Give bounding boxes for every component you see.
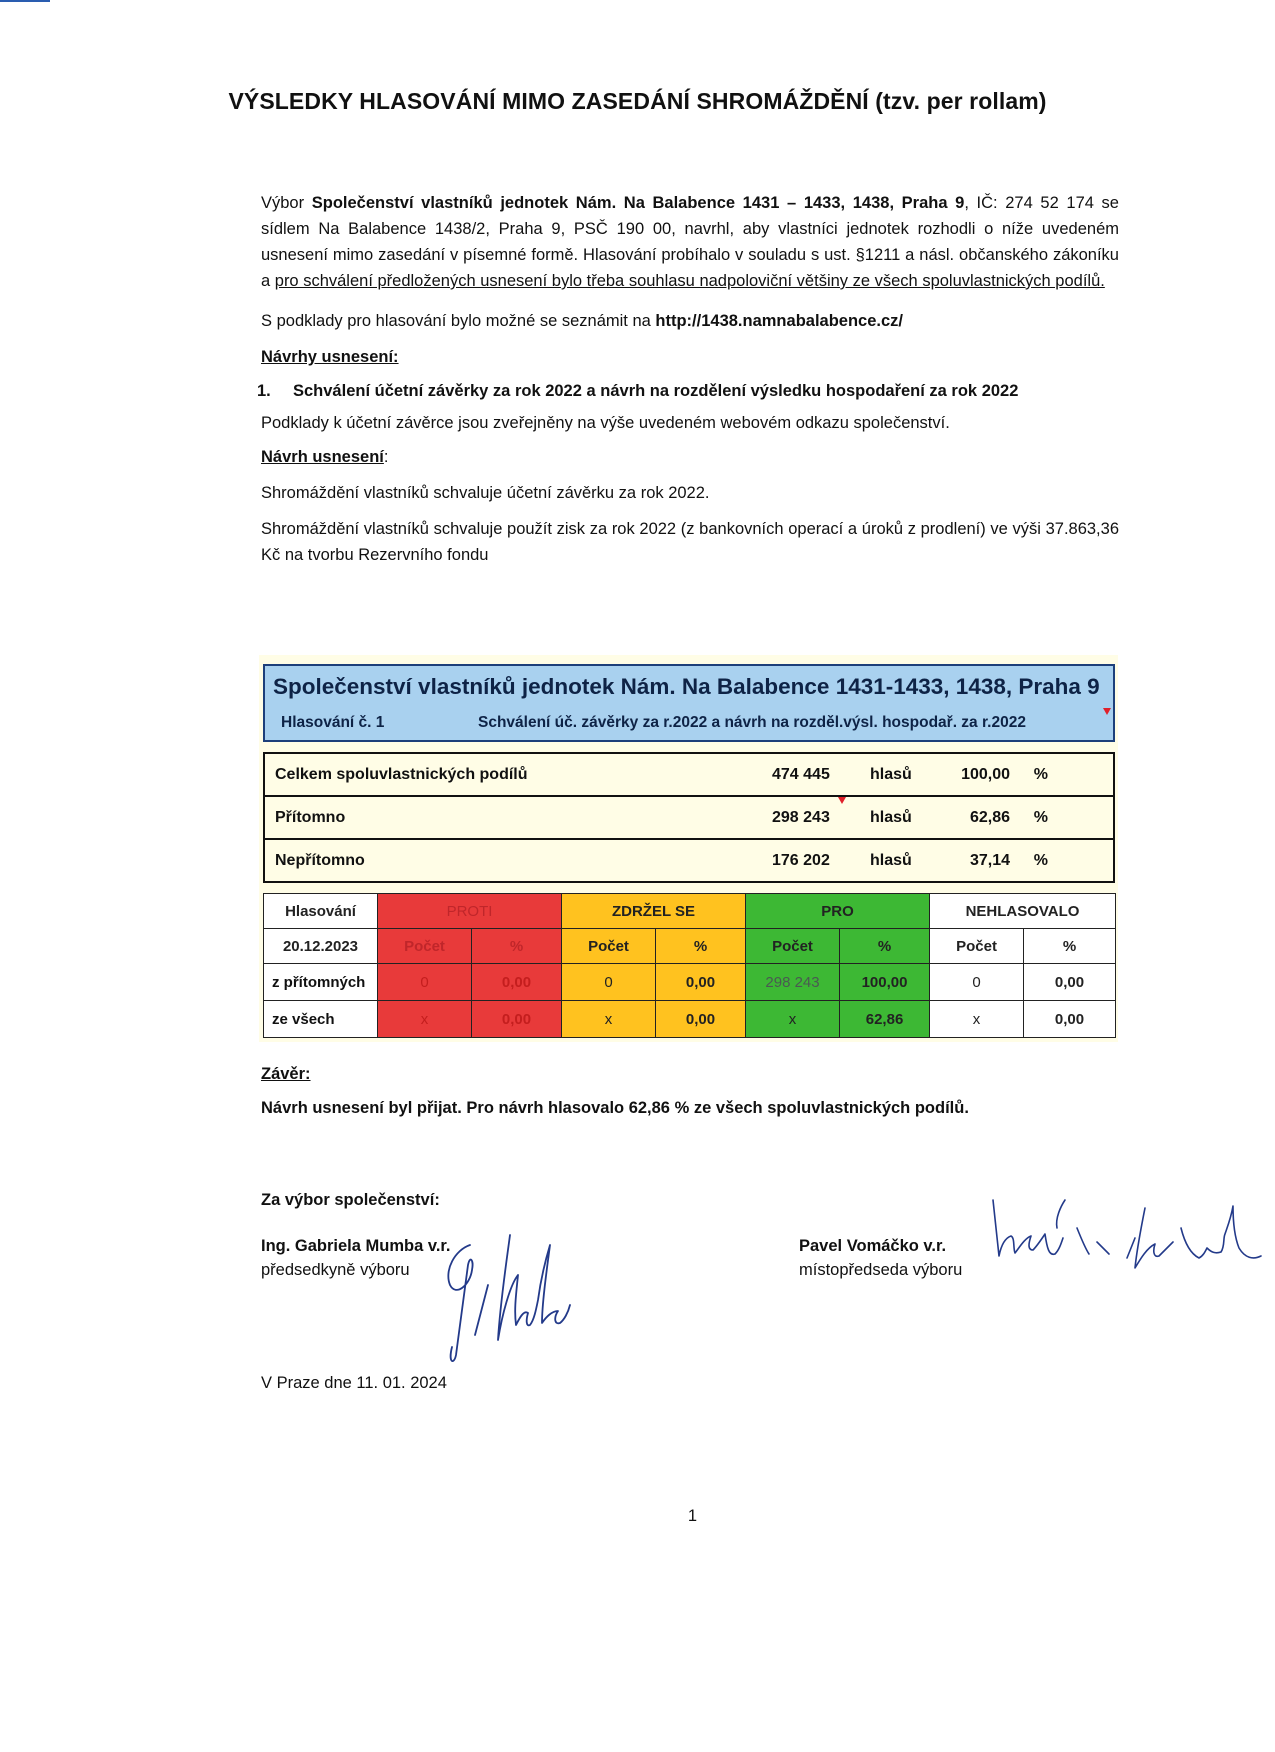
right-handwritten-signature [985,1198,1275,1288]
attendance-unit: hlasů [870,851,912,869]
sub-percent: % [656,929,746,964]
place-date: V Praze dne 11. 01. 2024 [261,1374,447,1392]
left-signatory-role: předsedkyně výboru [261,1261,410,1279]
attendance-count: 176 202 [772,851,830,869]
vote-result-grid [263,893,1116,1038]
pro-count: x [746,1001,840,1038]
resolution-text-2: Shromáždění vlastníků schvaluje použít zisk za rok 2022 (z bankovních operací a úroků z prodlení) ve výši 37.863,36 Kč na tvorbu Rezervního fondu [261,520,1119,564]
nehlasovalo-percent: 0,00 [1024,964,1116,1001]
agenda-item-docs: Podklady k účetní závěrce jsou zveřejněny na výše uvedeném webovém odkazu společenství. [261,414,950,432]
sub-percent: % [1024,929,1116,964]
grid-row-label: z přítomných [264,964,378,1001]
pro-percent: 62,86 [840,1001,930,1038]
vote-table-header [263,664,1115,742]
agenda-item-1 [257,378,1119,404]
attendance-table [263,752,1115,883]
attendance-count: 474 445 [772,765,830,783]
attendance-percent: 62,86 [969,808,1010,826]
sub-count: Počet [930,929,1024,964]
vote-number: Hlasování č. 1 [281,714,385,731]
intro-organization: Společenství vlastníků jednotek Nám. Na Balabence 1431 – 1433, 1438, Praha 9 [311,194,965,212]
attendance-row-absent [264,839,1114,882]
comment-marker [1103,708,1111,715]
resolution-heading: Návrh usnesení [261,448,384,466]
attendance-percent-sign: % [1033,851,1048,869]
group-proti: PROTI [378,894,562,929]
conclusion-text: Návrh usnesení byl přijat. Pro návrh hlasovalo 62,86 % ze všech spoluvlastnických podílů. [261,1099,969,1117]
nehlasovalo-percent: 0,00 [1024,1001,1116,1038]
attendance-percent: 37,14 [969,851,1010,869]
sub-count: Počet [562,929,656,964]
grid-group-header-row [264,894,1116,929]
attendance-label: Přítomno [275,808,346,826]
committee-label: Za výbor společenství: [261,1191,440,1209]
zdrzel-percent: 0,00 [656,964,746,1001]
right-signatory [799,1234,999,1282]
resolution-heading-line [261,444,1119,470]
left-handwritten-signature [430,1225,610,1370]
sub-count: Počet [378,929,472,964]
agenda-item-number: 1. [257,382,271,400]
proti-percent: 0,00 [472,964,562,1001]
page-title: VÝSLEDKY HLASOVÁNÍ MIMO ZASEDÁNÍ SHROMÁŽDĚNÍ (tzv. per rollam) [228,88,1047,114]
resolution-heading-colon: : [383,448,389,466]
intro-paragraph [261,190,1119,294]
conclusion-heading-text: Závěr: [261,1065,311,1083]
proti-count: 0 [378,964,472,1001]
nehlasovalo-count: x [930,1001,1024,1038]
attendance-percent-sign: % [1033,808,1048,826]
intro-majority-note: pro schválení předložených usnesení bylo třeba souhlasu nadpoloviční většiny ze všech spoluvlastnických podílů. [274,272,1105,290]
vote-title: Schválení úč. závěrky za r.2022 a návrh na rozděl.výsl. hospodař. za r.2022 [478,714,1026,731]
left-signatory-name: Ing. Gabriela Mumba v.r. [261,1237,451,1255]
pro-count: 298 243 [746,964,840,1001]
intro-text-2: , IČ: 274 52 174 se sídlem Na Balabence 1438/2, Praha 9, PSČ 190 00, navrhl, aby vlastníci jednotek rozhodli o níže uvedeném usnesení mimo zasedání v písemné formě. Hlasování probíhalo v souladu s ust. §1211 a násl. občanského zákoníku a [261,194,1119,290]
proposals-heading: Návrhy usnesení: [261,348,399,366]
group-nehlasovalo: NEHLASOVALO [930,894,1116,929]
nehlasovalo-count: 0 [930,964,1024,1001]
zdrzel-percent: 0,00 [656,1001,746,1038]
proti-count: x [378,1001,472,1038]
page-number: 1 [687,1507,698,1525]
attendance-percent-sign: % [1033,765,1048,783]
comment-marker [838,797,846,804]
link-paragraph [261,308,1119,334]
proti-percent: 0,00 [472,1001,562,1038]
agenda-item-title: Schválení účetní závěrky za rok 2022 a návrh na rozdělení výsledku hospodaření za rok 2022 [293,382,1019,400]
sub-percent: % [840,929,930,964]
group-zdrzel-se: ZDRŽEL SE [562,894,746,929]
right-signatory-name: Pavel Vomáčko v.r. [799,1237,947,1255]
grid-row-all [264,1001,1116,1038]
website-link[interactable]: http://1438.namnabalabence.cz/ [655,312,903,330]
sub-percent: % [472,929,562,964]
grid-subheader-row [264,929,1116,964]
vote-table-organization: Společenství vlastníků jednotek Nám. Na Balabence 1431-1433, 1438, Praha 9 [273,674,1100,699]
grid-hlasovani-label: Hlasování [264,894,378,929]
link-lead-text: S podklady pro hlasování bylo možné se seznámit na [261,312,651,330]
resolution-text-1: Shromáždění vlastníků schvaluje účetní závěrku za rok 2022. [261,484,710,502]
zdrzel-count: 0 [562,964,656,1001]
attendance-row-present [264,796,1114,839]
attendance-count: 298 243 [772,808,830,826]
attendance-unit: hlasů [870,765,912,783]
conclusion-heading [261,1062,1119,1086]
group-pro: PRO [746,894,930,929]
zdrzel-count: x [562,1001,656,1038]
sub-count: Počet [746,929,840,964]
grid-vote-date: 20.12.2023 [264,929,378,964]
scan-corner-mark [0,0,50,2]
attendance-unit: hlasů [870,808,912,826]
document-body [257,190,1119,568]
right-signatory-role: místopředseda výboru [799,1261,963,1279]
attendance-row-total [264,753,1114,796]
pro-percent: 100,00 [840,964,930,1001]
attendance-percent: 100,00 [961,765,1010,783]
attendance-label: Celkem spoluvlastnických podílů [275,765,528,783]
grid-row-present [264,964,1116,1001]
grid-row-label: ze všech [264,1001,378,1038]
attendance-label: Nepřítomno [275,851,365,869]
intro-text-1: Výbor [261,194,305,212]
